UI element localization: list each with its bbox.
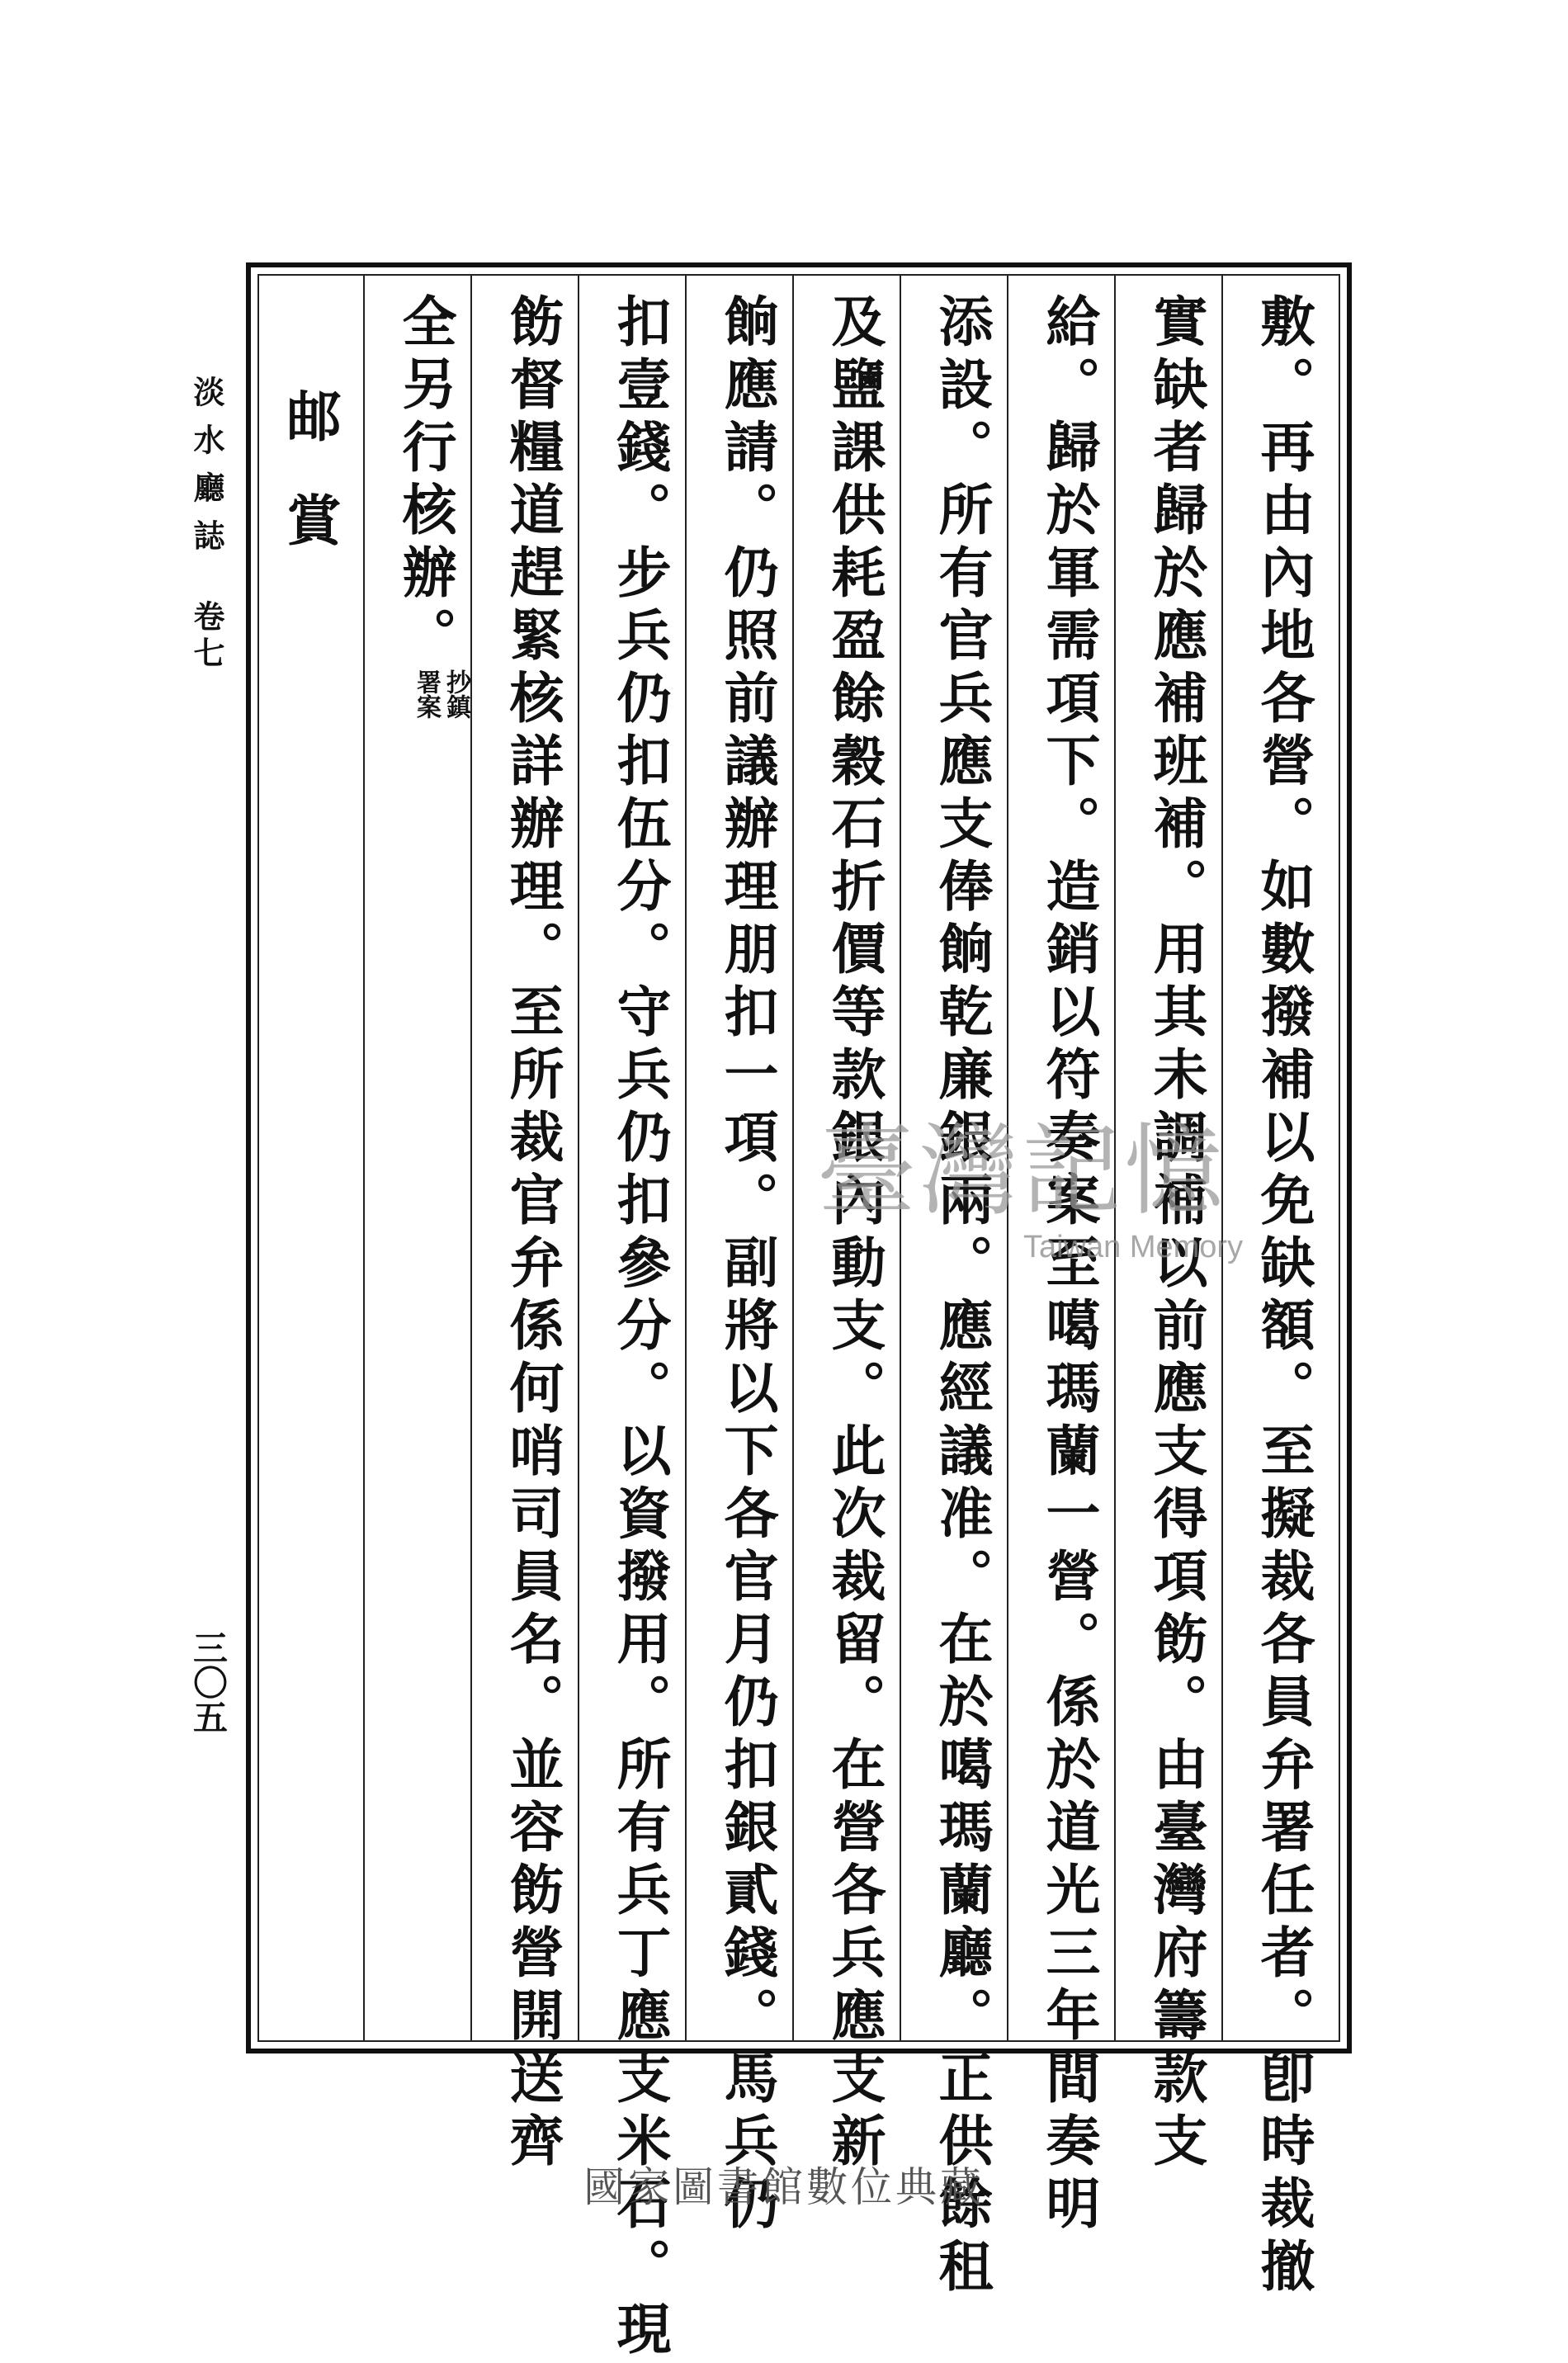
section-title: 邮賞 (277, 388, 342, 596)
source-note (411, 669, 470, 719)
column-9-text: 全另行核辦。 (393, 293, 457, 669)
source-note-line-1: 抄鎮 (442, 669, 470, 719)
column-rule (363, 276, 365, 2040)
watermark-subtext: Taiwan Memory (1023, 1230, 1244, 1264)
text-column-8: 飭督糧道趕緊核詳辦理。至所裁官弁係何哨司員名。並容飭營開送齊 (500, 293, 564, 2175)
volume-label: 卷七 (188, 600, 225, 673)
page-number: 三〇五 (188, 1630, 229, 1734)
text-column-5: 及鹽課供耗盈餘穀石折價等款銀內動支。此次裁留。在營各兵應支新 (822, 293, 886, 2175)
column-rule (578, 276, 579, 2040)
column-rule (685, 276, 687, 2040)
text-column-2: 實缺者歸於應補班補。用其未調補以前應支得項飭。由臺灣府籌款支 (1144, 293, 1208, 2175)
text-column-6: 餉應請。仍照前議辦理朋扣一項。副將以下各官月仍扣銀貳錢。馬兵仍 (715, 293, 779, 2238)
column-rule (1007, 276, 1008, 2040)
book-title: 淡水廳誌 (188, 376, 225, 567)
watermark-text: 臺灣記憶 (817, 1114, 1226, 1229)
column-rule (1114, 276, 1116, 2040)
source-note-line-2: 署案 (412, 669, 441, 719)
text-column-9 (380, 293, 470, 2018)
column-rule (900, 276, 901, 2040)
text-column-7: 扣壹錢。步兵仍扣伍分。守兵仍扣參分。以資撥用。所有兵丁應支米石。現 (607, 293, 672, 2363)
footer-credit: 國家圖書館數位典藏 (583, 2163, 985, 2211)
column-rule (470, 276, 472, 2040)
text-column-4: 添設。所有官兵應支俸餉乾廉銀兩。應經議准。在於噶瑪蘭廳。正供餘租 (929, 293, 994, 2300)
text-column-3: 給。歸於軍需項下。造銷以符奏案至噶瑪蘭一營。係於道光三年間奏明 (1037, 293, 1101, 2238)
text-column-1: 敷。再由內地各營。如數撥補以免缺額。至擬裁各員弁署任者。卽時裁撤 (1251, 293, 1315, 2300)
column-rule (1221, 276, 1223, 2040)
margin-book-title (182, 376, 231, 871)
column-rule (792, 276, 794, 2040)
